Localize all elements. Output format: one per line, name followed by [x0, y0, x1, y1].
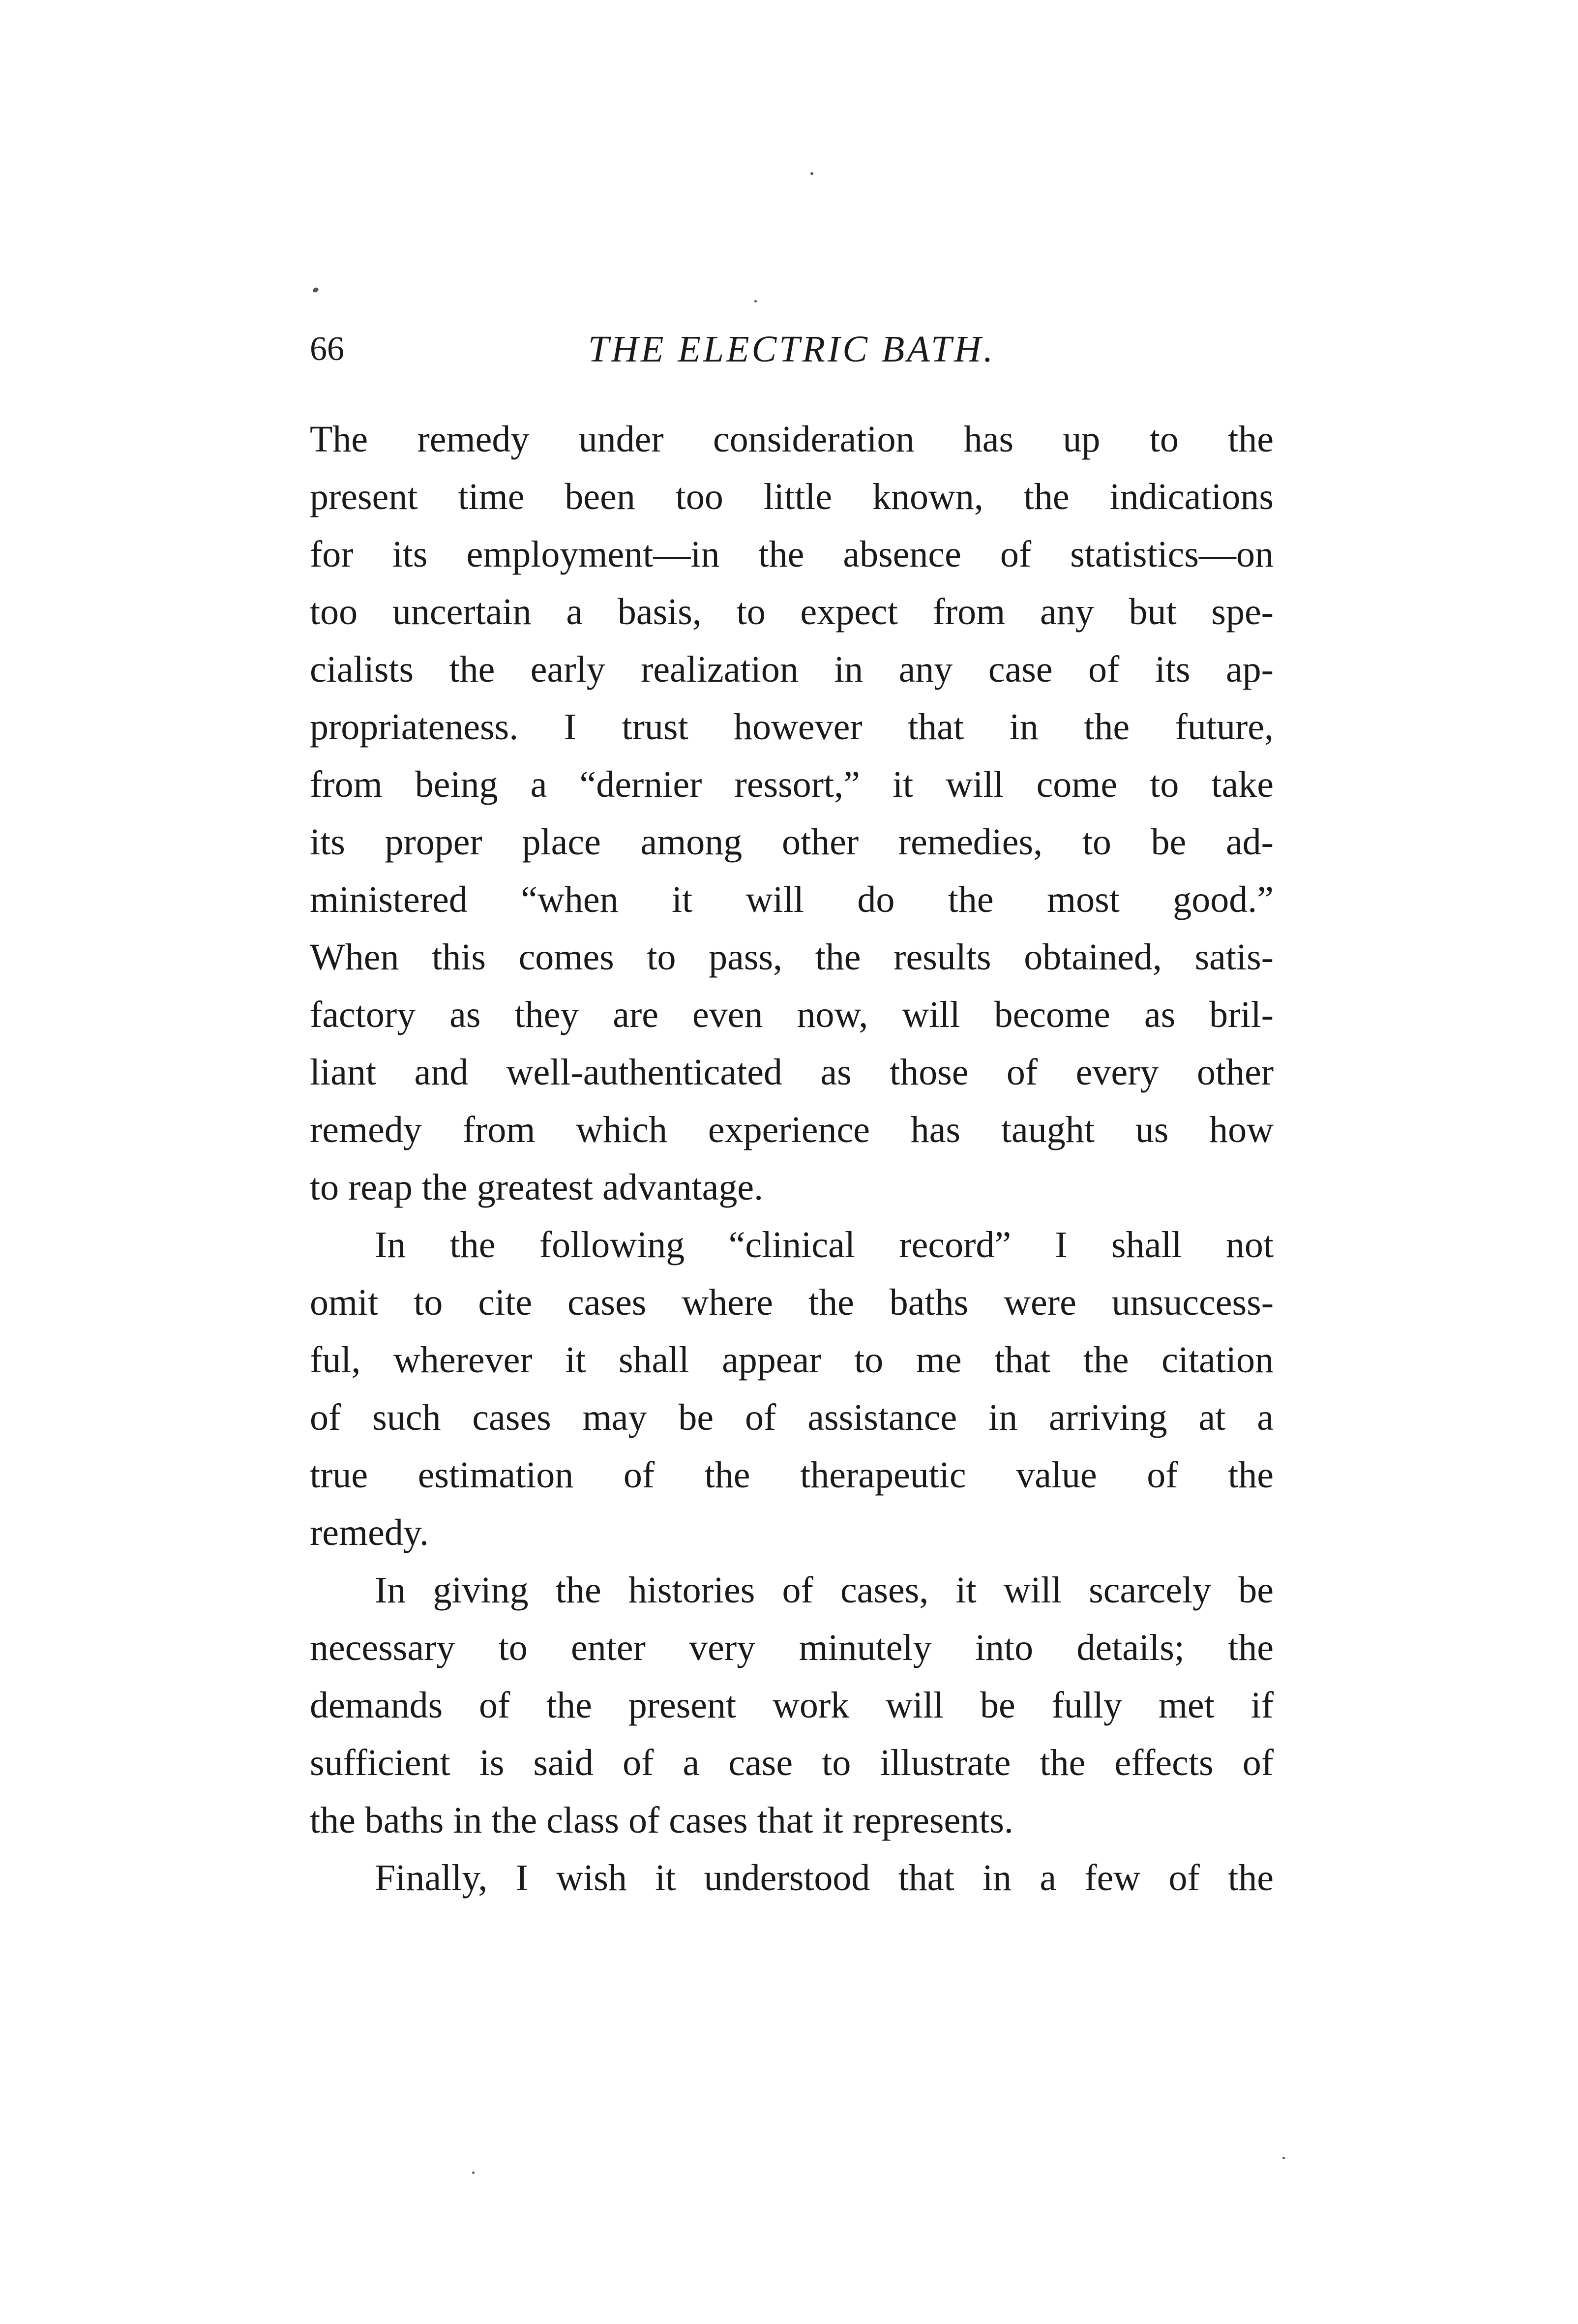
text-line: propriateness. I trust however that in the future, [310, 706, 1274, 748]
paragraph-3 [310, 1562, 1274, 1849]
text-line: remedy from which experience has taught us how [310, 1109, 1274, 1150]
running-title: THE ELECTRIC BATH. [588, 329, 996, 370]
text-line: remedy. [310, 1512, 429, 1553]
text-line: liant and well-authenticated as those of every other [310, 1052, 1274, 1093]
text-line: for its employment—in the absence of statistics—on [310, 534, 1274, 575]
text-line: the baths in the class of cases that it represents. [310, 1800, 1013, 1841]
scan-speck [1282, 2157, 1285, 2159]
text-line: Finally, I wish it understood that in a few of the [375, 1857, 1274, 1899]
text-line: In giving the histories of cases, it will scarcely be [375, 1569, 1274, 1611]
paragraph-4 [310, 1849, 1274, 1907]
text-line: present time been too little known, the indications [310, 476, 1274, 517]
text-line: to reap the greatest advantage. [310, 1167, 764, 1208]
text-line: cialists the early realization in any case of its ap- [310, 649, 1274, 690]
text-line: factory as they are even now, will become as bril- [310, 994, 1274, 1035]
text-line: true estimation of the therapeutic value of the [310, 1454, 1274, 1496]
paragraph-1 [310, 411, 1274, 1216]
text-line: necessary to enter very minutely into details; the [310, 1627, 1274, 1668]
page-number: 66 [310, 330, 344, 368]
text-line: demands of the present work will be fully met if [310, 1685, 1274, 1726]
scan-speck [754, 300, 757, 302]
text-line: too uncertain a basis, to expect from any but spe- [310, 591, 1274, 633]
text-line: ful, wherever it shall appear to me that the citation [310, 1339, 1274, 1381]
text-line: from being a “dernier ressort,” it will come to take [310, 764, 1274, 805]
scan-speck [472, 2172, 475, 2174]
text-line: of such cases may be of assistance in arriving at a [310, 1397, 1274, 1438]
text-line: ministered “when it will do the most good.” [310, 879, 1274, 920]
running-head [310, 322, 1274, 376]
text-line: The remedy under consideration has up to the [310, 419, 1274, 460]
body-text [310, 411, 1274, 1907]
text-line: its proper place among other remedies, to be ad- [310, 821, 1274, 863]
paragraph-2 [310, 1216, 1274, 1562]
text-line: omit to cite cases where the baths were unsuccess- [310, 1282, 1274, 1323]
text-line: When this comes to pass, the results obtained, satis- [310, 936, 1274, 978]
text-line: In the following “clinical record” I shall not [375, 1224, 1274, 1266]
scan-speck [810, 172, 813, 175]
text-line: sufficient is said of a case to illustrate the effects of [310, 1742, 1274, 1783]
scan-speck [312, 287, 320, 294]
